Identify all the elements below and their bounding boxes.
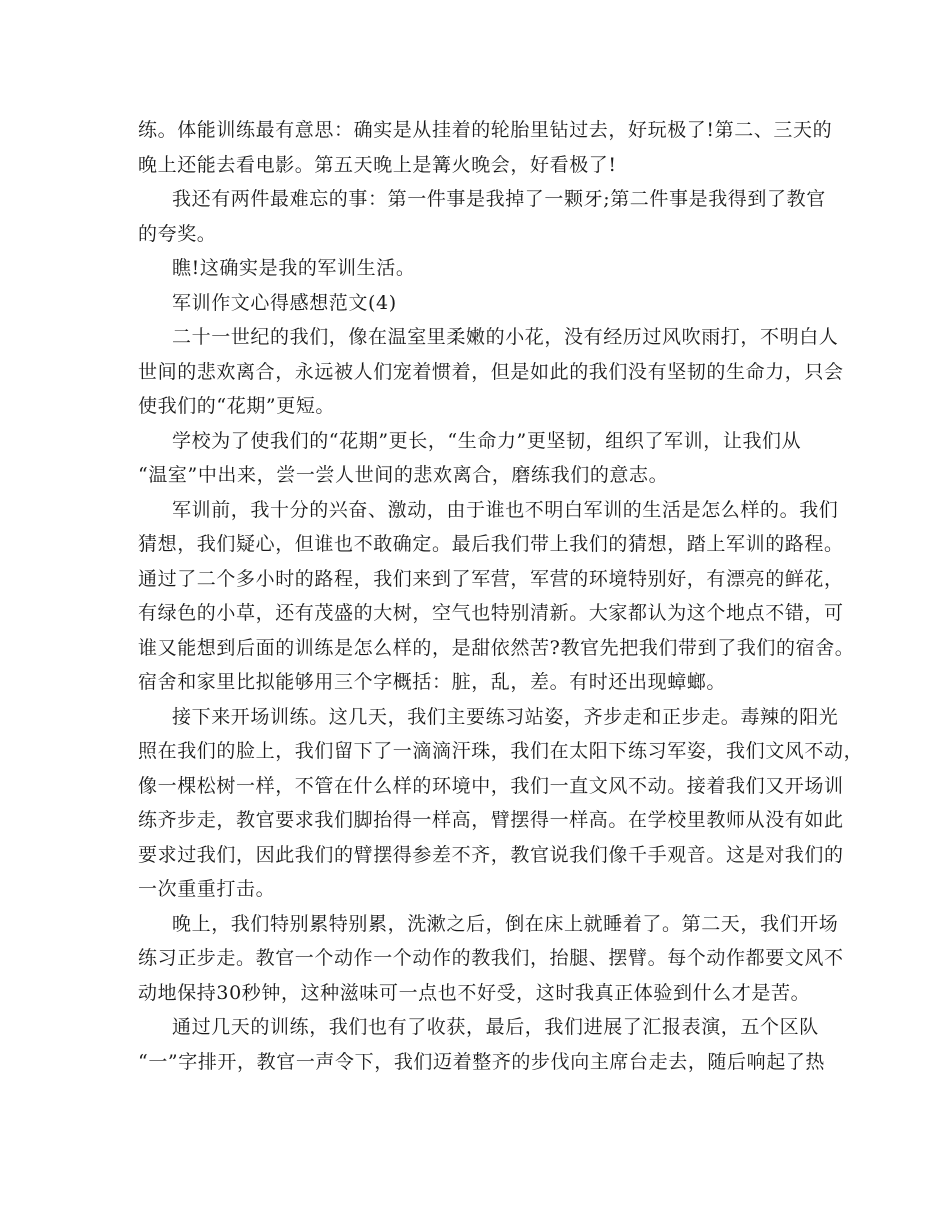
text-line: 晚上，我们特别累特别累，洗漱之后，倒在床上就睡着了。第二天，我们开场 xyxy=(172,912,839,935)
text-line: 世间的悲欢离合，永远被人们宠着惯着，但是如此的我们没有坚韧的生命力，只会 xyxy=(138,360,844,383)
text-line: 通过了二个多小时的路程，我们来到了军营，军营的环境特别好，有漂亮的鲜花， xyxy=(138,567,844,590)
text-line: 练习正步走。教官一个动作一个动作的教我们，抬腿、摆臂。每个动作都要文风不 xyxy=(138,947,844,969)
text-line: 晚上还能去看电影。第五天晚上是篝火晚会，好看极了! xyxy=(138,153,617,176)
text-line: 军训作文心得感想范文(4) xyxy=(172,291,397,314)
text-line: 使我们的“花期”更短。 xyxy=(138,395,336,417)
text-line: 练。体能训练最有意思：确实是从挂着的轮胎里钻过去，好玩极了!第二、三天的 xyxy=(138,119,833,141)
text-line: 动地保持30秒钟，这种滋味可一点也不好受，这时我真正体验到什么才是苦。 xyxy=(138,981,811,1004)
text-line: 我还有两件最难忘的事：第一件事是我掉了一颗牙;第二件事是我得到了教官 xyxy=(172,188,826,210)
text-line: 宿舍和家里比拟能够用三个字概括：脏，乱，差。有时还出现蟑螂。 xyxy=(138,671,727,693)
text-line: 二十一世纪的我们，像在温室里柔嫩的小花，没有经历过风吹雨打，不明白人 xyxy=(172,326,839,348)
text-line: 要求过我们，因此我们的臂摆得参差不齐，教官说我们像千手观音。这是对我们的 xyxy=(138,843,844,866)
text-line: 通过几天的训练，我们也有了收获，最后，我们进展了汇报表演，五个区队 xyxy=(172,1016,819,1038)
text-line: 谁又能想到后面的训练是怎么样的，是甜依然苦?教官先把我们带到了我们的宿舍。 xyxy=(138,636,855,659)
text-line: 的夸奖。 xyxy=(138,222,217,245)
text-line: 有绿色的小草，还有茂盛的大树，空气也特别清新。大家都认为这个地点不错，可 xyxy=(138,602,844,624)
text-line: 像一棵松树一样，不管在什么样的环境中，我们一直文风不动。接着我们又开场训 xyxy=(138,774,844,797)
text-line: 学校为了使我们的“花期”更长，“生命力”更坚韧，组织了军训，让我们从 xyxy=(172,429,802,452)
text-line: “一”字排开，教官一声令下，我们迈着整齐的步伐向主席台走去，随后响起了热 xyxy=(138,1050,826,1073)
text-line: 练齐步走，教官要求我们脚抬得一样高，臂摆得一样高。在学校里教师从没有如此 xyxy=(138,809,844,831)
text-line: “温室”中出来，尝一尝人世间的悲欢离合，磨练我们的意志。 xyxy=(138,464,669,486)
document-body xyxy=(138,113,864,1079)
text-line: 军训前，我十分的兴奋、激动，由于谁也不明白军训的生活是怎么样的。我们 xyxy=(172,498,839,521)
text-line: 一次重重打击。 xyxy=(138,878,276,900)
text-line: 照在我们的脸上，我们留下了一滴滴汗珠，我们在太阳下练习军姿，我们文风不动， xyxy=(138,740,864,762)
text-line: 接下来开场训练。这几天，我们主要练习站姿，齐步走和正步走。毒辣的阳光 xyxy=(172,705,839,728)
text-line: 猜想，我们疑心，但谁也不敢确定。最后我们带上我们的猜想，踏上军训的路程。 xyxy=(138,533,844,555)
text-line: 瞧!这确实是我的军训生活。 xyxy=(172,257,416,279)
